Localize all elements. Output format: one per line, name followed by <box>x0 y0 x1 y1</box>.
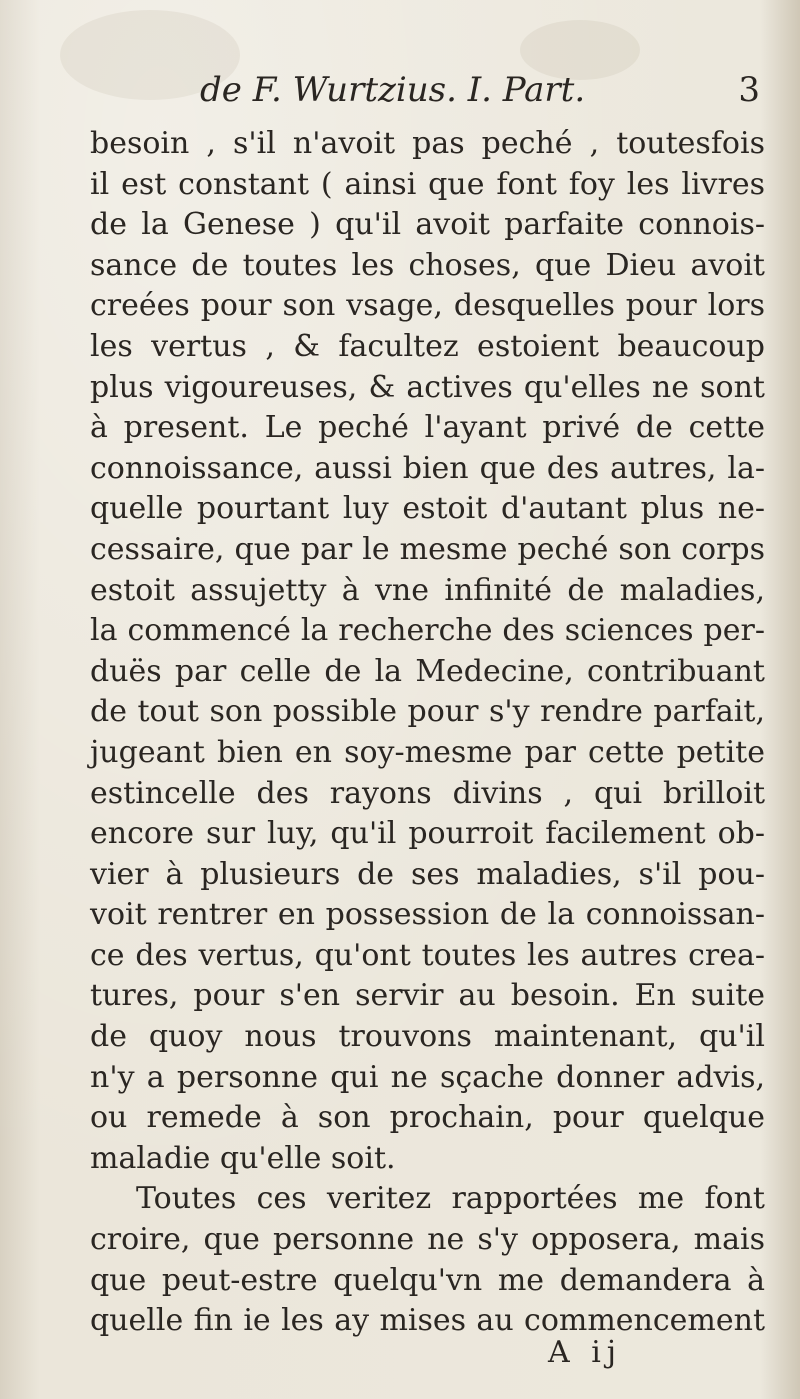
text-line: quelle pourtant luy estoit d'autant plus ne- <box>90 491 765 527</box>
text-line: voit rentrer en possession de la connoissan- <box>90 897 765 933</box>
text-line: connoissance, aussi bien que des autres, la- <box>90 450 765 486</box>
text-line: de tout son possible pour s'y rendre parfait, <box>90 694 765 730</box>
signature-mark: A ij <box>548 1335 623 1370</box>
text-line: il est constant ( ainsi que font foy les livres <box>90 166 765 202</box>
text-line: croire, que personne ne s'y opposera, mais <box>90 1222 765 1258</box>
running-head <box>200 70 760 120</box>
text-line: plus vigoureuses, & actives qu'elles ne sont <box>90 369 765 405</box>
text-line: sance de toutes les choses, que Dieu avoit <box>90 247 765 283</box>
text-line: que peut-estre quelqu'vn me demandera à <box>90 1262 765 1298</box>
text-line: cessaire, que par le mesme peché son corps <box>90 531 765 567</box>
text-line: jugeant bien en soy-mesme par cette petite <box>90 734 765 770</box>
text-line: la commencé la recherche des sciences per- <box>90 613 765 649</box>
text-line: ce des vertus, qu'ont toutes les autres crea- <box>90 937 765 973</box>
text-line: de quoy nous trouvons maintenant, qu'il <box>90 1019 765 1055</box>
text-line: encore sur luy, qu'il pourroit facilement ob- <box>90 816 765 852</box>
text-line: de la Genese ) qu'il avoit parfaite connois- <box>90 207 765 243</box>
text-line: tures, pour s'en servir au besoin. En suite <box>90 978 765 1014</box>
running-head-title: de F. Wurtzius. I. Part. <box>200 70 586 110</box>
text-line: besoin , s'il n'avoit pas peché , toutesfois <box>90 126 765 161</box>
text-line: à present. Le peché l'ayant privé de cette <box>90 410 765 446</box>
text-line: quelle fin ie les ay mises au commencement <box>90 1303 765 1339</box>
body-text <box>90 124 765 1342</box>
text-line: n'y a personne qui ne sçache donner advis, <box>90 1059 765 1095</box>
text-line: maladie qu'elle soit. <box>90 1140 396 1176</box>
text-line: duës par celle de la Medecine, contribuant <box>90 653 765 689</box>
text-line: estoit assujetty à vne infinité de maladies, <box>90 572 765 608</box>
text-line: estincelle des rayons divins , qui brilloit <box>90 775 765 811</box>
text-line: creées pour son vsage, desquelles pour lors <box>90 288 765 324</box>
text-line: Toutes ces veritez rapportées me font <box>136 1181 765 1217</box>
text-line: ou remede à son prochain, pour quelque <box>90 1100 765 1136</box>
text-line: les vertus , & facultez estoient beaucoup <box>90 328 765 364</box>
page-number: 3 <box>738 70 760 110</box>
text-line: vier à plusieurs de ses maladies, s'il pou- <box>90 856 765 892</box>
